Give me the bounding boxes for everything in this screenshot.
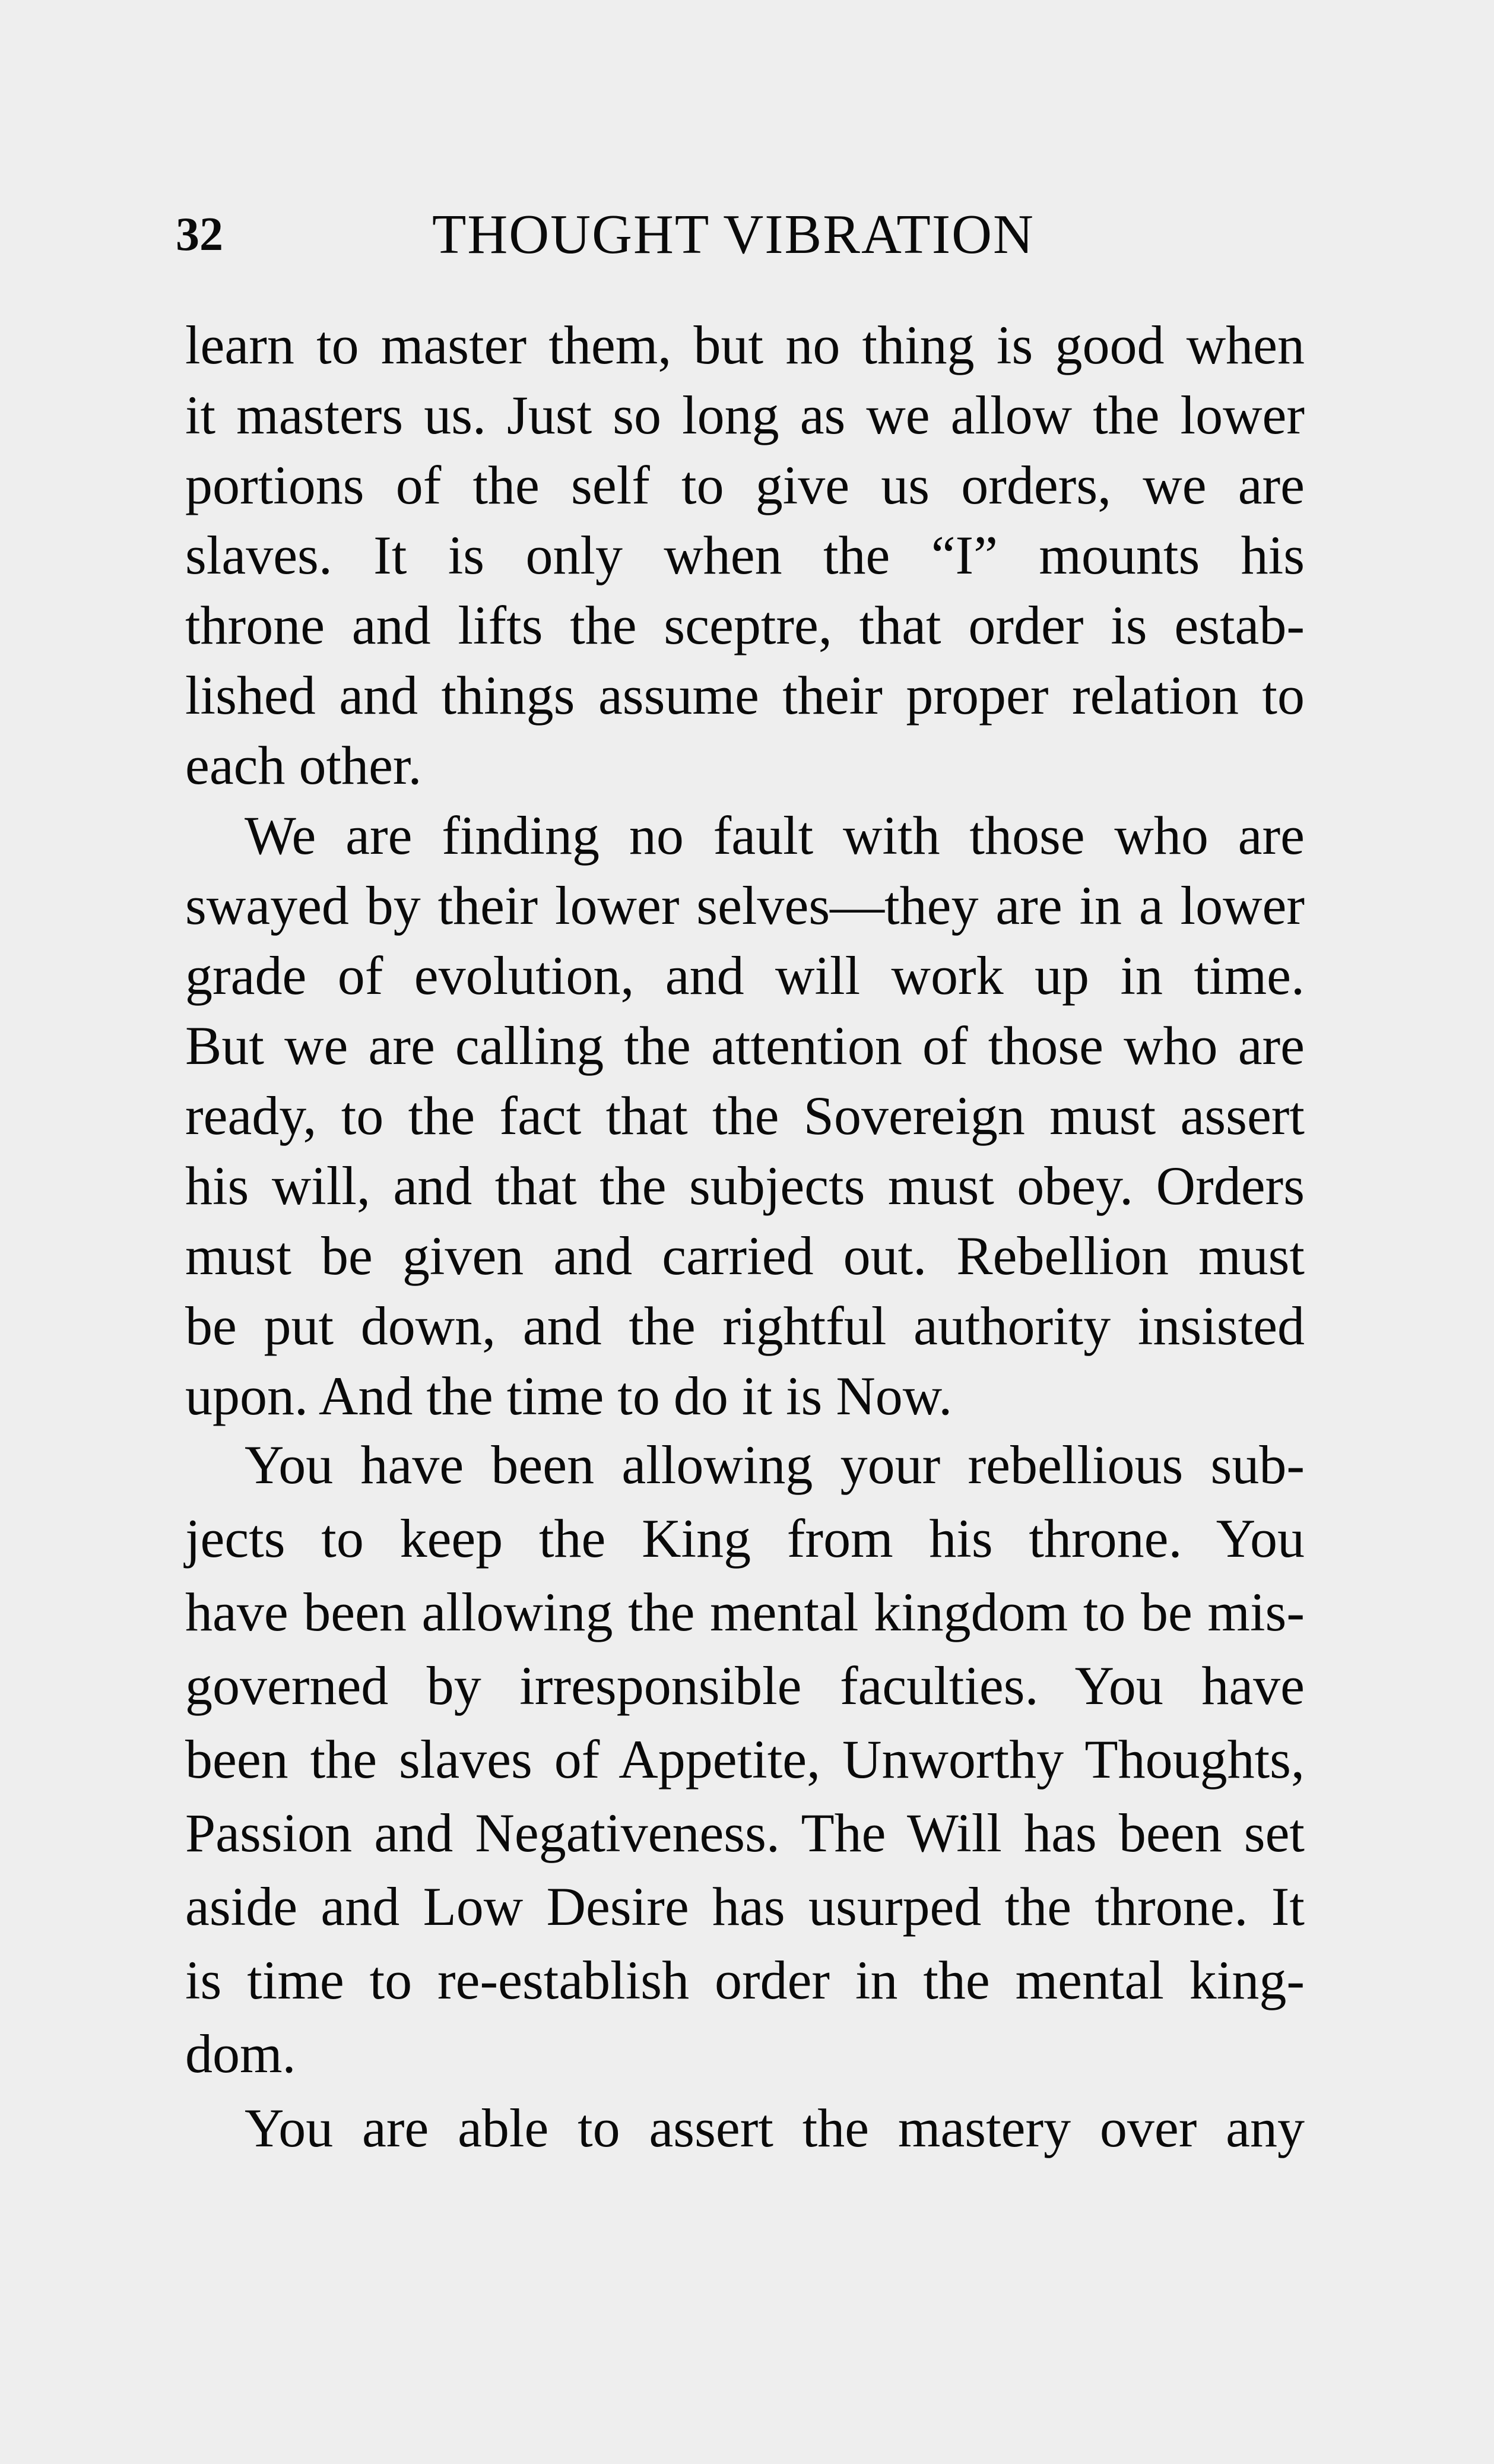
text-line: lished and things assume their proper relation to <box>185 665 1305 726</box>
text-line: Passion and Negativeness. The Will has been set <box>185 1803 1305 1863</box>
text-line: jects to keep the King from his throne. You <box>185 1508 1305 1569</box>
text-line: his will, and that the subjects must obey. Orders <box>185 1155 1305 1216</box>
text-line: been the slaves of Appetite, Unworthy Thoughts, <box>185 1729 1305 1790</box>
text-line: But we are calling the attention of those who are <box>185 1015 1305 1076</box>
paragraph <box>185 2093 1305 2163</box>
text-line: grade of evolution, and will work up in time. <box>185 945 1305 1006</box>
text-line: governed by irresponsible faculties. You have <box>185 1655 1305 1716</box>
running-title: THOUGHT VIBRATION <box>432 204 1035 265</box>
text-line: dom. <box>185 2023 296 2084</box>
paragraph <box>185 1428 1305 2091</box>
text-line: You are able to assert the mastery over any <box>245 2098 1305 2158</box>
text-line: throne and lifts the sceptre, that order is estab- <box>185 595 1305 655</box>
text-line: is time to re-establish order in the mental king- <box>185 1950 1305 2010</box>
text-line: You have been allowing your rebellious sub- <box>245 1434 1305 1495</box>
text-line: must be given and carried out. Rebellion must <box>185 1225 1305 1286</box>
text-line: aside and Low Desire has usurped the throne. It <box>185 1876 1305 1937</box>
text-line: We are finding no fault with those who are <box>245 805 1305 866</box>
text-line: have been allowing the mental kingdom to be mis- <box>185 1582 1305 1642</box>
text-line: learn to master them, but no thing is good when <box>185 315 1305 375</box>
text-line: swayed by their lower selves—they are in a lower <box>185 875 1305 936</box>
text-line: upon. And the time to do it is Now. <box>185 1366 953 1426</box>
text-line: each other. <box>185 735 422 796</box>
text-line: portions of the self to give us orders, we are <box>185 455 1305 515</box>
paragraph <box>185 800 1305 1431</box>
paragraph <box>185 310 1305 800</box>
page-number: 32 <box>176 208 223 261</box>
text-line: slaves. It is only when the “I” mounts his <box>185 525 1305 585</box>
text-line: be put down, and the rightful authority insisted <box>185 1296 1305 1356</box>
text-line: ready, to the fact that the Sovereign must assert <box>185 1085 1305 1146</box>
text-line: it masters us. Just so long as we allow the lower <box>185 385 1305 445</box>
